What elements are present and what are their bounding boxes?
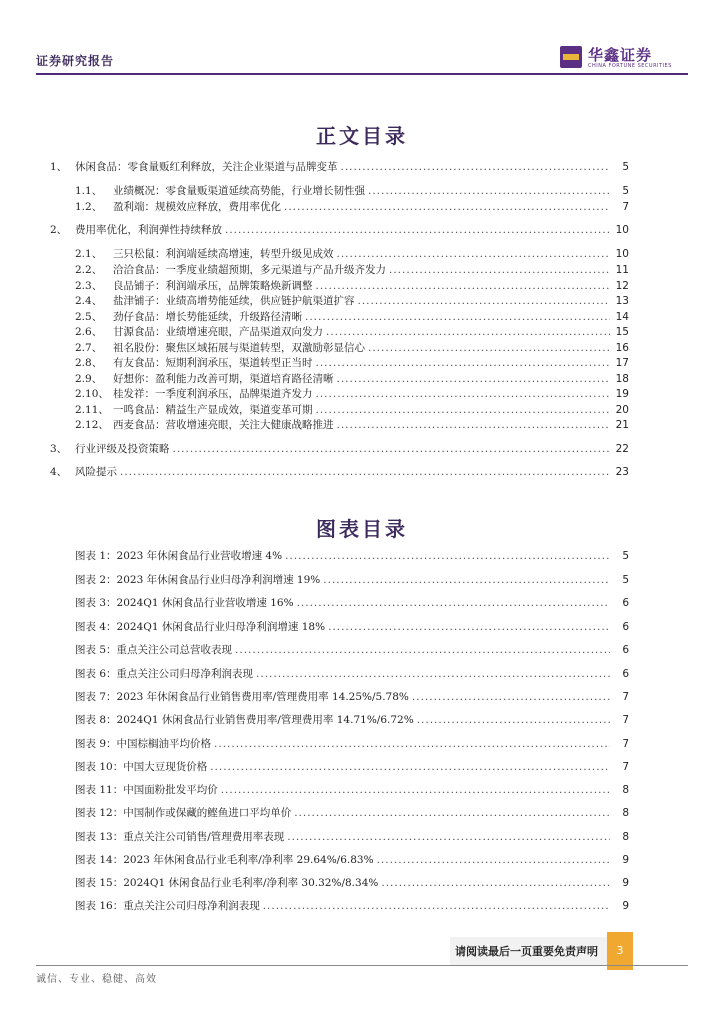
toc-entry-page: 5: [622, 161, 629, 173]
toc-entry-page: 10: [615, 224, 629, 236]
figure-entry-text: 2023 年休闲食品行业营收增速 4%: [116, 550, 283, 562]
figure-entry-page: 5: [622, 550, 629, 562]
toc-leader-dots: [381, 876, 610, 890]
toc-leader-dots: [368, 341, 610, 355]
toc-leader-dots: [412, 690, 610, 704]
toc-leader-dots: [358, 294, 611, 308]
toc-leader-dots: [417, 713, 610, 727]
toc-entry-number: 2.2、: [75, 264, 103, 276]
logo-text-en: CHINA FORTUNE SECURITIES: [588, 63, 672, 69]
toc-entry-number: 2.11、: [75, 404, 109, 416]
figure-entry-number: 图表 9：: [75, 738, 117, 750]
toc-entry[interactable]: [75, 387, 629, 401]
toc-entry-text: 好想你：盈利能力改善可期，渠道培育路径清晰: [113, 373, 334, 385]
toc-leader-dots: [337, 418, 611, 432]
figure-entry-number: 图表 2：: [75, 574, 117, 586]
toc-entry-page: 10: [615, 248, 629, 260]
toc-entry[interactable]: [75, 372, 629, 386]
figure-entry-number: 图表 10：: [75, 761, 124, 773]
toc-leader-dots: [337, 247, 611, 261]
toc-entry-number: 2.10、: [75, 388, 109, 400]
figure-entry[interactable]: [75, 690, 629, 704]
figure-entry[interactable]: [75, 667, 629, 681]
toc-entry-text: 劲仔食品：增长势能延续，升级路径清晰: [113, 311, 302, 323]
figure-entry[interactable]: [75, 853, 629, 867]
toc-entry-text: 费用率优化，利润弹性持续释放: [75, 224, 222, 236]
toc-entry-number: 1.2、: [75, 201, 103, 213]
toc-entry-number: 1.1、: [75, 185, 103, 197]
figure-entry-page: 9: [622, 854, 629, 866]
footer-divider: [36, 965, 688, 966]
toc-entry-number: 2.5、: [75, 311, 103, 323]
toc-entry-number: 2.7、: [75, 342, 103, 354]
toc-leader-dots: [368, 184, 610, 198]
figure-entry-number: 图表 14：: [75, 854, 124, 866]
toc-leader-dots: [120, 465, 610, 479]
toc-entry[interactable]: [75, 341, 629, 355]
toc-leader-dots: [225, 223, 610, 237]
toc-entry-page: 17: [615, 357, 629, 369]
toc-entry[interactable]: [75, 200, 629, 214]
figure-entry-page: 7: [622, 691, 629, 703]
figure-entry[interactable]: [75, 573, 629, 587]
toc-title: 正文目录: [316, 124, 408, 148]
toc-entry[interactable]: [50, 465, 629, 479]
figure-entry-text: 重点关注公司归母净利润表现: [116, 668, 254, 680]
toc-entry-page: 7: [622, 201, 629, 213]
figure-entry-text: 重点关注公司销售/管理费用率表现: [123, 831, 285, 843]
figure-entry-page: 6: [622, 644, 629, 656]
figures-title: 图表目录: [316, 517, 408, 541]
toc-entry-text: 盈利端：规模效应释放，费用率优化: [113, 201, 281, 213]
toc-entry-page: 14: [615, 311, 629, 323]
toc-leader-dots: [341, 160, 611, 174]
toc-leader-dots: [305, 310, 610, 324]
figure-entry[interactable]: [75, 760, 629, 774]
toc-entry-number: 2.3、: [75, 280, 103, 292]
toc-entry-text: 洽洽食品：一季度业绩超预期，多元渠道与产品升级齐发力: [113, 264, 386, 276]
toc-entry-number: 2.8、: [75, 357, 103, 369]
footer-disclaimer-note: 请阅读最后一页重要免责声明: [455, 945, 598, 958]
figure-entry[interactable]: [75, 806, 629, 820]
figure-entry-text: 2024Q1 休闲食品行业归母净利润增速 18%: [116, 621, 326, 633]
toc-entry-page: 5: [622, 185, 629, 197]
toc-leader-dots: [316, 403, 611, 417]
figure-entry-text: 重点关注公司归母净利润表现: [123, 900, 260, 912]
figure-entry-text: 2023 年休闲食品行业毛利率/净利率 29.64%/6.83%: [123, 854, 374, 866]
toc-entry-number: 2、: [50, 224, 68, 236]
figure-entry-text: 2024Q1 休闲食品行业毛利率/净利率 30.32%/8.34%: [123, 877, 379, 889]
toc-entry-text: 一鸣食品：精益生产显成效，渠道变革可期: [113, 404, 313, 416]
toc-entry[interactable]: [75, 356, 629, 370]
toc-entry-number: 2.6、: [75, 326, 103, 338]
figure-entry-number: 图表 13：: [75, 831, 124, 843]
toc-leader-dots: [328, 620, 610, 634]
figure-entry[interactable]: [75, 596, 629, 610]
company-logo: [560, 44, 670, 74]
figure-entry-text: 2023 年休闲食品行业销售费用率/管理费用率 14.25%/5.78%: [116, 691, 409, 703]
toc-leader-dots: [284, 200, 610, 214]
figure-entry-number: 图表 6：: [75, 668, 117, 680]
figure-entry-number: 图表 1：: [75, 550, 117, 562]
figure-entry[interactable]: [75, 643, 629, 657]
toc-leader-dots: [173, 442, 611, 456]
toc-entry[interactable]: [50, 160, 629, 174]
toc-entry-number: 2.4、: [75, 295, 103, 307]
figure-entry[interactable]: [75, 549, 629, 563]
figure-entry[interactable]: [75, 713, 629, 727]
toc-leader-dots: [389, 263, 610, 277]
figure-entry-text: 中国大豆现货价格: [123, 761, 208, 773]
toc-entry[interactable]: [75, 418, 629, 432]
toc-entry-page: 12: [615, 280, 629, 292]
toc-leader-dots: [337, 372, 611, 386]
toc-entry-page: 23: [615, 466, 629, 478]
toc-entry-page: 15: [615, 326, 629, 338]
logo-text-cn: 华鑫证券: [588, 46, 653, 64]
toc-entry-page: 22: [615, 443, 629, 455]
toc-entry-page: 19: [615, 388, 629, 400]
figure-entry[interactable]: [75, 737, 629, 751]
toc-entry-text: 西麦食品：营收增速亮眼，关注大健康战略推进: [113, 419, 334, 431]
figure-entry-number: 图表 16：: [75, 900, 124, 912]
footer-motto: 诚信、专业、稳健、高效: [36, 974, 157, 985]
toc-leader-dots: [210, 760, 610, 774]
figure-entry[interactable]: [75, 783, 629, 797]
toc-entry-text: 桂发祥：一季度利润承压，品牌渠道齐发力: [113, 388, 313, 400]
toc-entry-text: 有友食品：短期利润承压，渠道转型正当时: [113, 357, 313, 369]
report-type-label: 证券研究报告: [36, 54, 115, 68]
figure-entry-number: 图表 3：: [75, 597, 117, 609]
figure-entry-page: 5: [622, 574, 629, 586]
toc-entry-text: 三只松鼠：利润端延续高增速，转型升级见成效: [113, 248, 334, 260]
toc-entry-page: 11: [615, 264, 629, 276]
toc-entry-page: 18: [615, 373, 629, 385]
toc-entry-text: 风险提示: [75, 466, 117, 478]
toc-leader-dots: [285, 549, 610, 563]
logo-mark-icon: [560, 46, 582, 68]
toc-entry[interactable]: [75, 325, 629, 339]
figure-entry-text: 2024Q1 休闲食品行业营收增速 16%: [116, 597, 294, 609]
figure-entry[interactable]: [75, 830, 629, 844]
toc-entry[interactable]: [75, 184, 629, 198]
toc-leader-dots: [256, 667, 610, 681]
figure-entry-text: 2023 年休闲食品行业归母净利润增速 19%: [116, 574, 321, 586]
figure-entry-page: 7: [622, 738, 629, 750]
toc-entry-page: 21: [615, 419, 629, 431]
toc-entry-text: 甘源食品：业绩增速亮眼，产品渠道双向发力: [113, 326, 323, 338]
figure-entry-page: 6: [622, 597, 629, 609]
figure-entry-number: 图表 7：: [75, 691, 117, 703]
toc-entry[interactable]: [75, 247, 629, 261]
toc-entry[interactable]: [75, 263, 629, 277]
toc-entry-text: 盐津铺子：业绩高增势能延续，供应链护航渠道扩容: [113, 295, 355, 307]
toc-leader-dots: [263, 899, 610, 913]
figure-entry-page: 7: [622, 761, 629, 773]
toc-entry-text: 行业评级及投资策略: [75, 443, 170, 455]
toc-entry-number: 3、: [50, 443, 68, 455]
toc-entry-number: 2.12、: [75, 419, 109, 431]
figure-entry-text: 中国制作或保藏的鲣鱼进口平均单价: [123, 807, 292, 819]
toc-leader-dots: [377, 853, 610, 867]
toc-entry-page: 16: [615, 342, 629, 354]
figure-entry-text: 2024Q1 休闲食品行业销售费用率/管理费用率 14.71%/6.72%: [116, 714, 414, 726]
figure-entry-page: 7: [622, 714, 629, 726]
figure-entry-number: 图表 12：: [75, 807, 124, 819]
toc-entry[interactable]: [75, 279, 629, 293]
figure-entry-page: 9: [622, 877, 629, 889]
figure-entry[interactable]: [75, 899, 629, 913]
toc-entry-number: 1、: [50, 161, 68, 173]
toc-entry[interactable]: [50, 223, 629, 237]
figure-entry-page: 6: [622, 621, 629, 633]
figure-entry-text: 中国面粉批发平均价: [123, 784, 218, 796]
toc-leader-dots: [316, 387, 611, 401]
toc-entry-number: 2.9、: [75, 373, 103, 385]
toc-leader-dots: [287, 830, 610, 844]
toc-entry[interactable]: [75, 294, 629, 308]
toc-leader-dots: [323, 573, 610, 587]
header-divider: [36, 73, 688, 75]
figure-entry-text: 中国棕榈油平均价格: [116, 738, 212, 750]
figure-entry-number: 图表 5：: [75, 644, 117, 656]
toc-leader-dots: [316, 279, 611, 293]
figure-entry[interactable]: [75, 876, 629, 890]
toc-entry-page: 13: [615, 295, 629, 307]
figure-entry-number: 图表 4：: [75, 621, 117, 633]
toc-entry-text: 休闲食品：零食量贩红利释放，关注企业渠道与品牌变革: [75, 161, 338, 173]
page-number: 3: [607, 932, 633, 970]
figure-entry-page: 8: [622, 831, 629, 843]
toc-entry-number: 2.1、: [75, 248, 103, 260]
figure-entry-page: 8: [622, 807, 629, 819]
toc-entry-number: 4、: [50, 466, 68, 478]
figure-entry-page: 9: [622, 900, 629, 912]
toc-leader-dots: [326, 325, 610, 339]
toc-leader-dots: [214, 737, 610, 751]
toc-entry[interactable]: [75, 403, 629, 417]
toc-leader-dots: [235, 643, 610, 657]
toc-entry[interactable]: [50, 442, 629, 456]
toc-leader-dots: [297, 596, 610, 610]
toc-leader-dots: [294, 806, 610, 820]
toc-entry-text: 祖名股份：聚焦区域拓展与渠道转型，双激励彰显信心: [113, 342, 365, 354]
toc-leader-dots: [221, 783, 610, 797]
figure-entry-page: 6: [622, 668, 629, 680]
figure-entry[interactable]: [75, 620, 629, 634]
figure-entry-number: 图表 11：: [75, 784, 124, 796]
figure-entry-number: 图表 15：: [75, 877, 124, 889]
toc-entry-text: 业绩概况：零食量贩渠道延续高势能，行业增长韧性强: [113, 185, 365, 197]
toc-entry[interactable]: [75, 310, 629, 324]
figure-entry-text: 重点关注公司总营收表现: [116, 644, 233, 656]
figure-entry-number: 图表 8：: [75, 714, 117, 726]
toc-leader-dots: [316, 356, 611, 370]
toc-entry-page: 20: [615, 404, 629, 416]
figure-entry-page: 8: [622, 784, 629, 796]
toc-entry-text: 良品铺子：利润端承压，品牌策略焕新调整: [113, 280, 313, 292]
